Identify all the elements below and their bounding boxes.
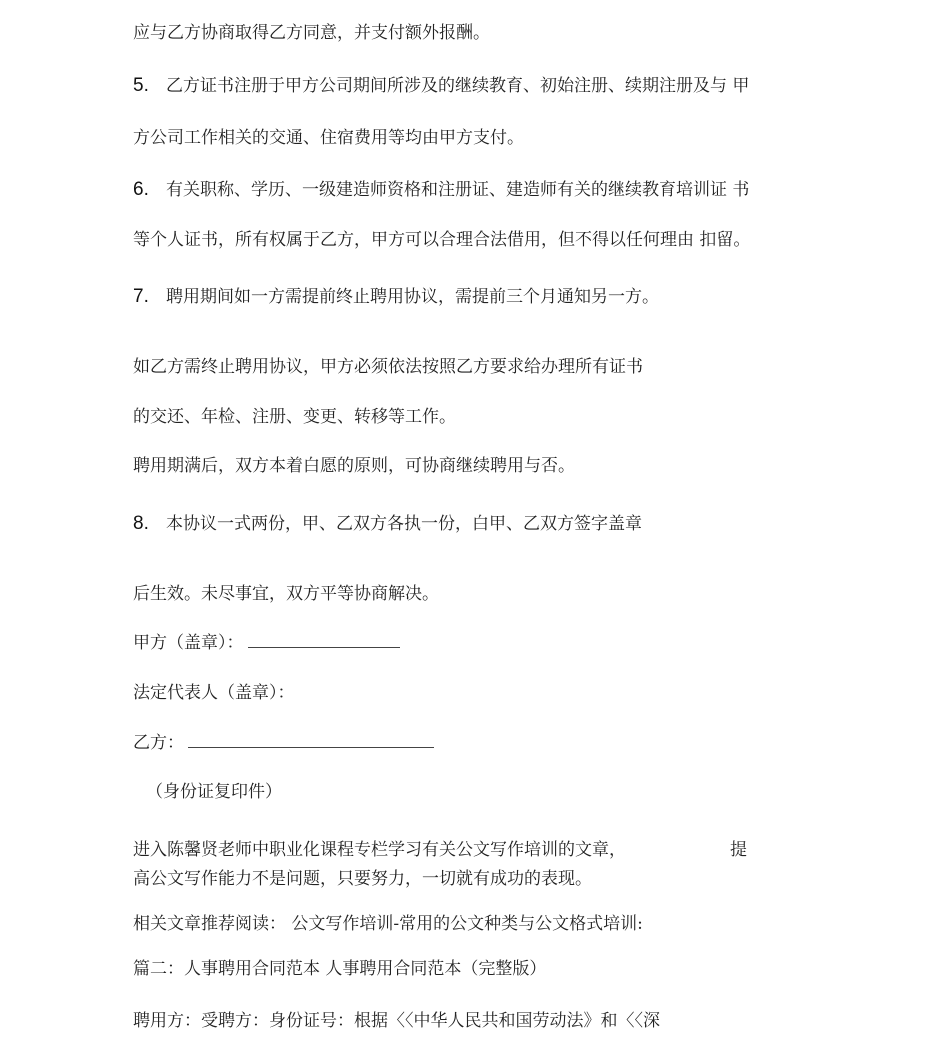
signature-blank	[188, 733, 434, 748]
signature-blank	[248, 633, 400, 648]
clause-number: 5.	[133, 75, 149, 96]
text-line: 高公文写作能力不是问题，只要努力，一切就有成功的表现。	[133, 869, 592, 889]
clause-number: 6.	[133, 179, 149, 200]
section-heading: 篇二：人事聘用合同范本 人事聘用合同范本（完整版）	[133, 959, 547, 979]
text-line: 进入陈馨贤老师中职业化课程专栏学习有关公文写作培训的文章， 提	[133, 840, 747, 860]
text-line: 后生效。未尽事宜，双方平等协商解决。	[133, 584, 439, 604]
clause-5-line-1: 5. 乙方证书注册于甲方公司期间所涉及的继续教育、初始注册、续期注册及与 甲	[133, 75, 750, 96]
clause-8-line-1: 8. 本协议一式两份，甲、乙双方各执一份，白甲、乙双方签字盖章	[133, 513, 642, 534]
party-a-signature: 甲方（盖章）：	[133, 633, 400, 653]
clause-5-line-2: 方公司工作相关的交通、住宿费用等均由甲方支付。	[133, 128, 524, 148]
text-line: 应与乙方协商取得乙方同意，并支付额外报酬。	[133, 23, 490, 43]
clause-number: 7.	[133, 286, 149, 307]
party-b-signature: 乙方：	[133, 733, 434, 753]
clause-number: 8.	[133, 513, 149, 534]
text-line: 聘用方：受聘方：身份证号：根据〈〈中华人民共和国劳动法》和〈〈深	[133, 1011, 660, 1031]
clause-6-line-1: 6. 有关职称、学历、一级建造师资格和注册证、建造师有关的继续教育培训证 书	[133, 179, 750, 200]
clause-6-line-2: 等个人证书，所有权属于乙方，甲方可以合理合法借用，但不得以任何理由 扣留。	[133, 230, 751, 250]
text-line: 聘用期满后，双方本着白愿的原则，可协商继续聘用与否。	[133, 456, 575, 476]
text-line: 如乙方需终止聘用协议，甲方必须依法按照乙方要求给办理所有证书	[133, 357, 643, 377]
clause-7-line-1: 7. 聘用期间如一方需提前终止聘用协议，需提前三个月通知另一方。	[133, 286, 659, 307]
text-line: 的交还、年检、注册、变更、转移等工作。	[133, 407, 456, 427]
id-copy-note: （身份证复印件）	[146, 782, 282, 802]
legal-representative-signature: 法定代表人（盖章）：	[133, 683, 295, 703]
related-articles-line: 相关文章推荐阅读： 公文写作培训-常用的公文种类与公文格式培训:	[133, 914, 643, 934]
